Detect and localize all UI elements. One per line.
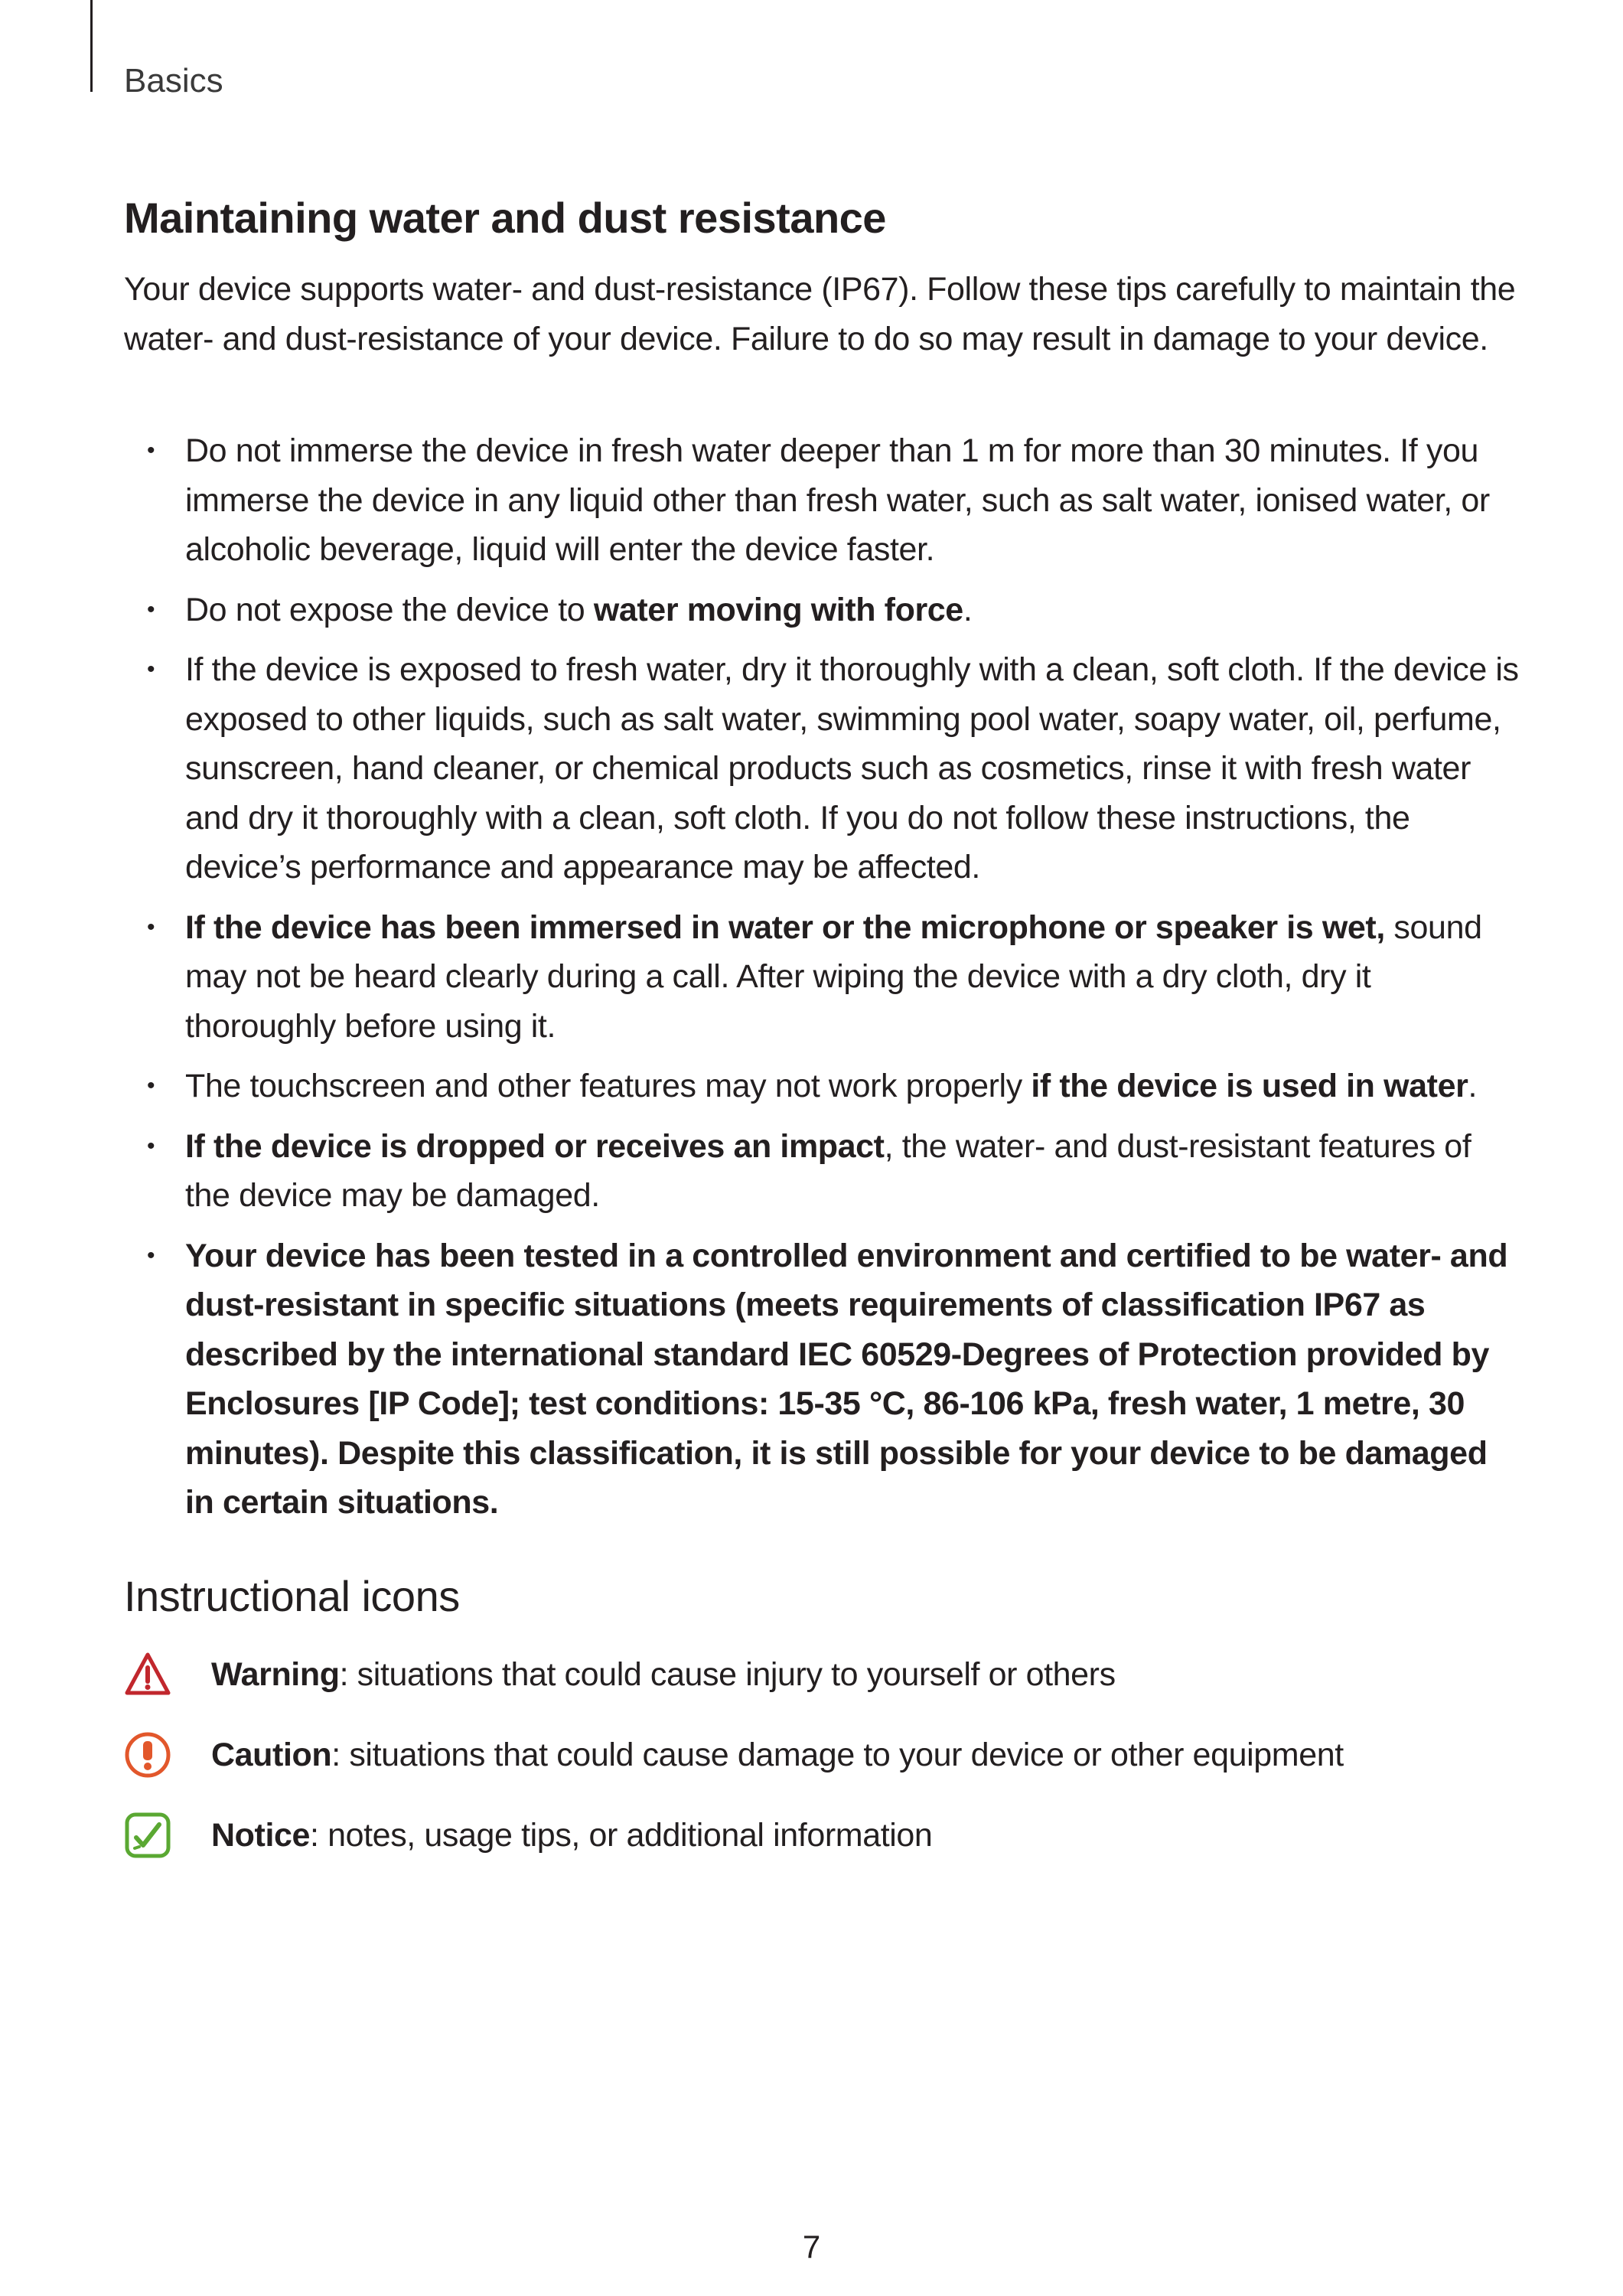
warning-label: Warning [211, 1655, 340, 1693]
tip-item [124, 903, 1524, 1052]
section-header: Basics [124, 62, 223, 99]
warning-triangle-icon [124, 1651, 171, 1698]
caution-row [124, 1728, 1344, 1782]
caution-circle-icon [124, 1731, 171, 1779]
page-number: 7 [802, 2229, 821, 2265]
bullet-marker: • [147, 1242, 155, 1268]
bullet-marker: • [147, 438, 155, 463]
instructional-icons-heading: Instructional icons [124, 1572, 460, 1620]
tip-item [124, 1062, 1524, 1111]
warning-description: : situations that could cause injury to yourself or others [339, 1655, 1116, 1693]
tip-text: The touchscreen and other features may not work properly [185, 1068, 1031, 1104]
caution-label: Caution [211, 1736, 332, 1773]
margin-rule [90, 0, 93, 92]
tip-emphasis: if the device is used in water [1031, 1068, 1468, 1104]
bullet-marker: • [147, 1073, 155, 1098]
notice-description: : notes, usage tips, or additional information [310, 1816, 933, 1854]
tip-text: Do not expose the device to [185, 591, 594, 628]
tip-text-end: . [1468, 1068, 1477, 1104]
tip-text-end: , the water- and dust-resistant features of the device may be damaged. [185, 1127, 1471, 1214]
water-resistance-intro: Your device supports water- and dust-resistance (IP67). Follow these tips carefully to maintain the water- and dust-resistance of your device. Failure to do so may result in damage to your device. [124, 271, 1516, 357]
tip-emphasis: Your device has been tested in a controlled environment and certified to be water- and dust-resistant in specific situations (meets requirements of classification IP67 as described by the international standard IEC 60529-Degrees of Protection provided by Enclosures [IP Code]; test conditions: 15-35 °C, 86-106 kPa, fresh water, 1 metre, 30 minutes). Despite this classification, it is still possible for your device to be damaged in certain situations. [185, 1237, 1508, 1521]
notice-pencil-icon [124, 1812, 171, 1859]
tip-item [124, 426, 1524, 575]
water-resistance-tips [124, 426, 1524, 1538]
bullet-marker: • [147, 657, 155, 682]
warning-row [124, 1648, 1116, 1701]
tip-item [124, 1122, 1524, 1221]
tip-text-end: sound may not be heard clearly during a call. After wiping the device with a dry cloth, dry it thoroughly before using it. [185, 908, 1482, 1045]
tip-emphasis: water moving with force [593, 591, 963, 628]
caution-description: : situations that could cause damage to your device or other equipment [331, 1736, 1344, 1773]
bullet-marker: • [147, 596, 155, 622]
water-resistance-heading: Maintaining water and dust resistance [124, 194, 886, 242]
bullet-marker: • [147, 914, 155, 940]
tip-emphasis: If the device has been immersed in water or the microphone or speaker is wet, [185, 908, 1385, 946]
tip-item [124, 585, 1524, 635]
tip-item [124, 645, 1524, 892]
notice-label: Notice [211, 1816, 311, 1854]
tip-text: Do not immerse the device in fresh water deeper than 1 m for more than 30 minutes. If you immerse the device in any liquid other than fresh water, such as salt water, ionised water, or alcoholic beverage, liquid will enter the device faster. [185, 432, 1490, 568]
tip-text-end: . [963, 591, 973, 628]
tip-emphasis: If the device is dropped or receives an impact [185, 1127, 885, 1165]
tip-item [124, 1231, 1524, 1528]
tip-text: If the device is exposed to fresh water, dry it thoroughly with a clean, soft cloth. If the device is exposed to other liquids, such as salt water, swimming pool water, soapy water, oil, perfume, sunscreen, hand cleaner, or chemical products such as cosmetics, rinse it with fresh water and dry it thoroughly with a clean, soft cloth. If you do not follow these instructions, the device’s performance and appearance may be affected. [185, 651, 1519, 885]
bullet-marker: • [147, 1133, 155, 1159]
notice-row [124, 1808, 932, 1862]
